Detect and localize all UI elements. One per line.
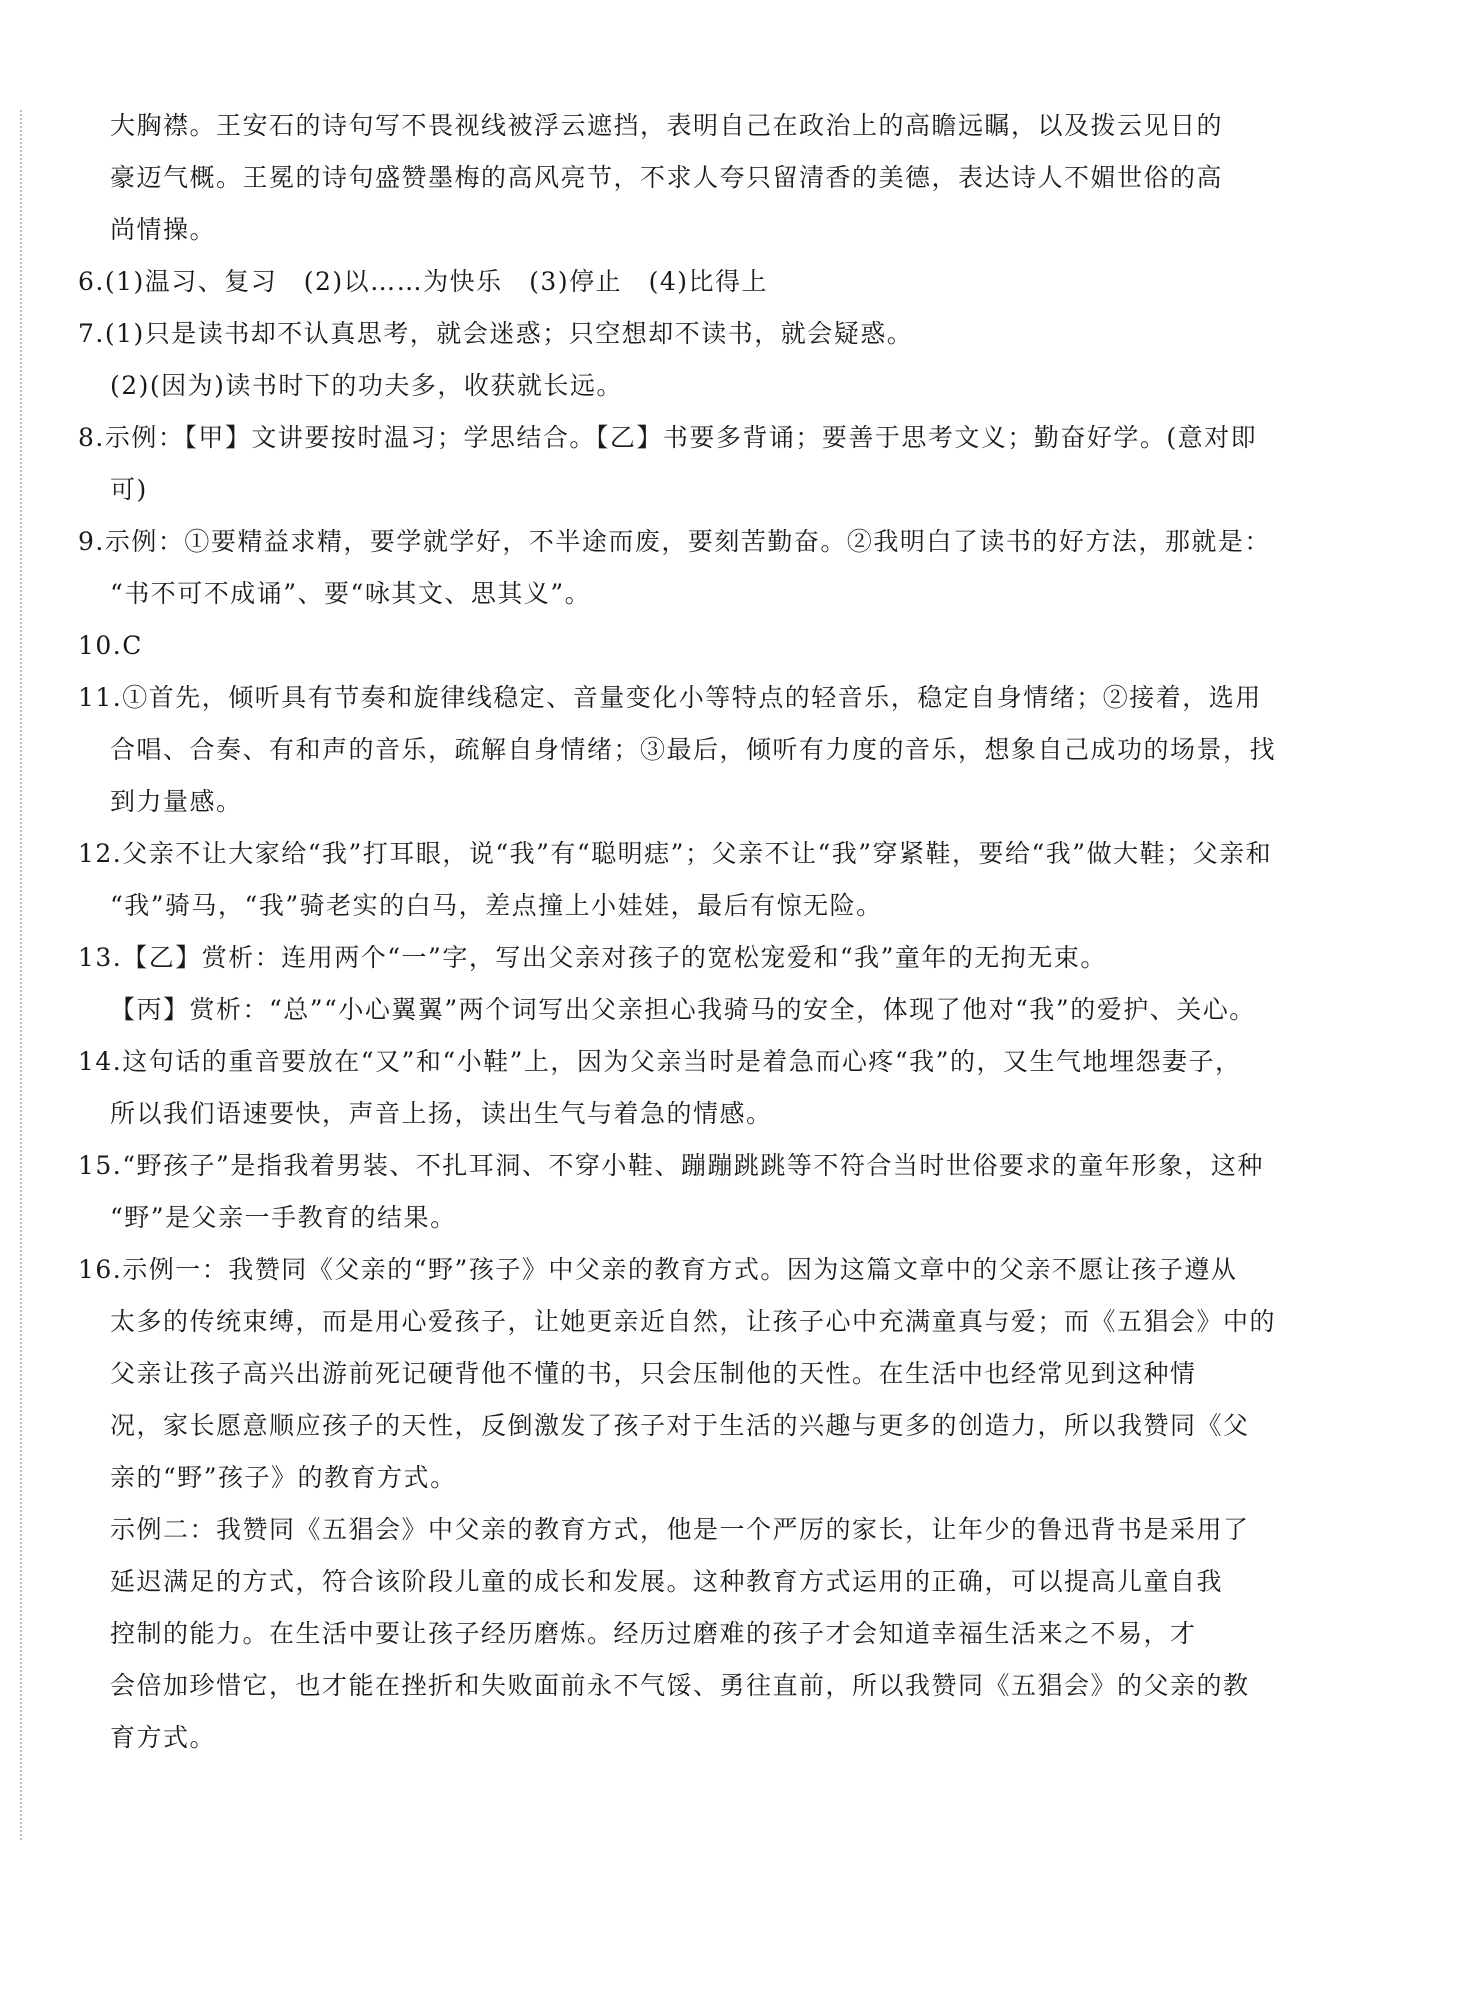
text-line: 况，家长愿意顺应孩子的天性，反倒激发了孩子对于生活的兴趣与更多的创造力，所以我赞同《父 bbox=[110, 1411, 1250, 1440]
text-line: 16.示例一：我赞同《父亲的“野”孩子》中父亲的教育方式。因为这篇文章中的父亲不愿让孩子遵从 bbox=[78, 1255, 1238, 1284]
text-line: 到力量感。 bbox=[110, 787, 243, 816]
answer-key-page bbox=[78, 100, 1278, 1764]
text-line: “我”骑马，“我”骑老实的白马，差点撞上小娃娃，最后有惊无险。 bbox=[110, 891, 883, 920]
binding-margin-rule bbox=[20, 110, 22, 1840]
text-line: 所以我们语速要快，声音上扬，读出生气与着急的情感。 bbox=[110, 1099, 773, 1128]
text-line: 可) bbox=[110, 475, 148, 504]
text-line: 8.示例：【甲】文讲要按时温习；学思结合。【乙】书要多背诵；要善于思考文义；勤奋好学。(意对即 bbox=[78, 423, 1258, 452]
text-line: 育方式。 bbox=[110, 1723, 217, 1752]
text-line: 10.C bbox=[78, 631, 143, 660]
text-line: 6.(1)温习、复习 (2)以……为快乐 (3)停止 (4)比得上 bbox=[78, 267, 769, 296]
text-line: “野”是父亲一手教育的结果。 bbox=[110, 1203, 457, 1232]
text-line: 14.这句话的重音要放在“又”和“小鞋”上，因为父亲当时是着急而心疼“我”的，又生气地埋怨妻子， bbox=[78, 1047, 1242, 1076]
text-line: 控制的能力。在生活中要让孩子经历磨炼。经历过磨难的孩子才会知道幸福生活来之不易，才 bbox=[110, 1619, 1197, 1648]
text-line: 15.“野孩子”是指我着男装、不扎耳洞、不穿小鞋、蹦蹦跳跳等不符合当时世俗要求的童年形象，这种 bbox=[78, 1151, 1264, 1180]
text-line: 合唱、合奏、有和声的音乐，疏解自身情绪；③最后，倾听有力度的音乐，想象自己成功的场景，找 bbox=[110, 735, 1277, 764]
text-line: 延迟满足的方式，符合该阶段儿童的成长和发展。这种教育方式运用的正确，可以提高儿童自我 bbox=[110, 1567, 1224, 1596]
text-line: 【丙】赏析：“总”“小心翼翼”两个词写出父亲担心我骑马的安全，体现了他对“我”的爱护、关心。 bbox=[110, 995, 1256, 1024]
text-line: 会倍加珍惜它，也才能在挫折和失败面前永不气馁、勇往直前，所以我赞同《五猖会》的父亲的教 bbox=[110, 1671, 1250, 1700]
text-line: “书不可不成诵”、要“咏其文、思其义”。 bbox=[110, 579, 592, 608]
text-line: 尚情操。 bbox=[110, 215, 217, 244]
text-line: 父亲让孩子高兴出游前死记硬背他不懂的书，只会压制他的天性。在生活中也经常见到这种情 bbox=[110, 1359, 1197, 1388]
text-line: 豪迈气概。王冕的诗句盛赞墨梅的高风亮节，不求人夸只留清香的美德，表达诗人不媚世俗的高 bbox=[110, 163, 1224, 192]
text-line: 太多的传统束缚，而是用心爱孩子，让她更亲近自然，让孩子心中充满童真与爱；而《五猖会》中的 bbox=[110, 1307, 1277, 1336]
text-line: 7.(1)只是读书却不认真思考，就会迷惑；只空想却不读书，就会疑惑。 bbox=[78, 319, 914, 348]
text-line: (2)(因为)读书时下的功夫多，收获就长远。 bbox=[110, 371, 623, 400]
text-line: 9.示例：①要精益求精，要学就学好，不半途而废，要刻苦勤奋。②我明白了读书的好方法，那就是： bbox=[78, 527, 1271, 556]
text-line: 12.父亲不让大家给“我”打耳眼，说“我”有“聪明痣”；父亲不让“我”穿紧鞋，要给“我”做大鞋；父亲和 bbox=[78, 839, 1273, 868]
text-line: 11.①首先，倾听具有节奏和旋律线稳定、音量变化小等特点的轻音乐，稳定自身情绪；②接着，选用 bbox=[78, 683, 1262, 712]
text-line: 大胸襟。王安石的诗句写不畏视线被浮云遮挡，表明自己在政治上的高瞻远瞩，以及拨云见日的 bbox=[110, 111, 1224, 140]
text-line: 13.【乙】赏析：连用两个“一”字，写出父亲对孩子的宽松宠爱和“我”童年的无拘无束。 bbox=[78, 943, 1107, 972]
text-line: 示例二：我赞同《五猖会》中父亲的教育方式，他是一个严厉的家长，让年少的鲁迅背书是采用了 bbox=[110, 1515, 1250, 1544]
text-line: 亲的“野”孩子》的教育方式。 bbox=[110, 1463, 457, 1492]
